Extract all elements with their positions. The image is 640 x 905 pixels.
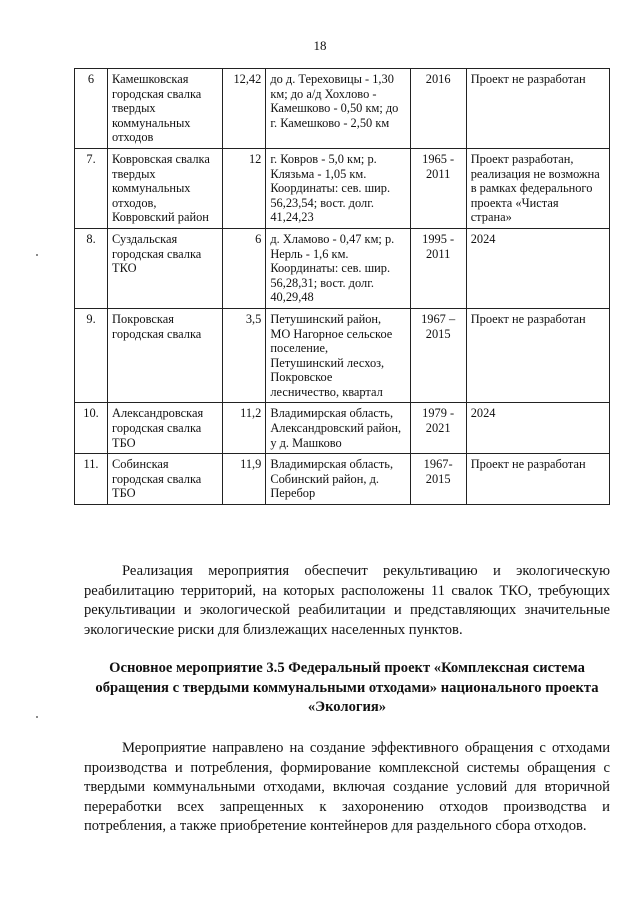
landfill-area-cell: [223, 69, 266, 149]
landfill-years-cell: [410, 148, 466, 228]
landfill-area: 12: [248, 151, 262, 166]
scan-mark: [36, 716, 38, 718]
row-number: 11.: [83, 457, 99, 472]
project-status-cell: [466, 228, 609, 308]
page-number: 18: [313, 38, 327, 53]
landfill-name: Александровская городская свалка ТБО: [112, 406, 204, 450]
table-row: [75, 148, 610, 228]
paragraph-description: Мероприятие направлено на создание эффективного обращения с отходами производства и потребления, формирование комплексной системы обращения с твердыми коммунальными отходами, включая создание условий для вторичной переработки всех запрещенных к захоронению отходов производства и потребления, а также приобретение контейнеров для раздельного сбора отходов.: [84, 740, 610, 835]
table-row: [75, 454, 610, 505]
landfill-area: 3,5: [245, 311, 262, 326]
project-status: 2024: [470, 406, 496, 421]
row-number-cell: [75, 228, 108, 308]
landfill-name-cell: [108, 69, 223, 149]
row-number: 7.: [86, 151, 96, 166]
landfill-area: 12,42: [233, 72, 262, 86]
landfill-years: 1995 - 2011: [422, 231, 455, 261]
landfill-location: до д. Тереховицы - 1,30 км; до а/д Хохлово - Камешково - 0,50 км; до г. Камешково - 2,50 км: [270, 72, 399, 130]
paragraph-implementation: Реализация мероприятия обеспечит рекультивацию и экологическую реабилитацию территорий, на которых расположены 11 свалок ТКО, требующих рекультивации и экологической реабилитации и представляющих значительные экологические риски для близлежащих населенных пунктов.: [84, 563, 610, 638]
row-number-cell: [75, 69, 108, 149]
landfill-table-body: [75, 69, 610, 505]
row-number: 6: [87, 72, 95, 86]
landfill-table: [74, 68, 610, 505]
landfill-location-cell: [266, 454, 410, 505]
project-status-cell: [466, 308, 609, 403]
row-number-cell: [75, 454, 108, 505]
landfill-location-cell: [266, 148, 410, 228]
landfill-location-cell: [266, 228, 410, 308]
landfill-name: Камешковская городская свалка твердых коммунальных отходов: [112, 72, 202, 145]
landfill-name-cell: [108, 228, 223, 308]
landfill-name: Ковровская свалка твердых коммунальных отходов, Ковровский район: [112, 151, 210, 225]
landfill-area-cell: [223, 148, 266, 228]
landfill-location: Петушинский район, МО Нагорное сельское поселение, Петушинский лесхоз, Покровское лесничество, квартал: [270, 311, 393, 399]
landfill-location-cell: [266, 69, 410, 149]
landfill-location: г. Ковров - 5,0 км; р. Клязьма - 1,05 км. Координаты: сев. шир. 56,23,54; вост. долг. 41,24,23: [270, 151, 391, 225]
project-status: Проект разработан, реализация не возможна в рамках федерального проекта «Чистая страна»: [470, 151, 600, 225]
row-number-cell: [75, 148, 108, 228]
section-heading: Основное мероприятие 3.5 Федеральный проект «Комплексная система обращения с твердыми коммунальными отходами» национального проекта «Экология»: [95, 660, 599, 716]
table-row: [75, 228, 610, 308]
landfill-years: 1967 – 2015: [421, 311, 456, 341]
landfill-years-cell: [410, 403, 466, 454]
row-number-cell: [75, 308, 108, 403]
landfill-name-cell: [108, 148, 223, 228]
landfill-area: 6: [255, 231, 262, 246]
landfill-years: 1965 - 2011: [422, 151, 455, 181]
row-number: 9.: [86, 311, 96, 326]
landfill-name-cell: [108, 308, 223, 403]
landfill-years-cell: [410, 228, 466, 308]
landfill-name: Собинская городская свалка ТБО: [112, 457, 202, 501]
landfill-location-cell: [266, 403, 410, 454]
table-row: [75, 69, 610, 149]
landfill-years-cell: [410, 308, 466, 403]
landfill-name: Суздальская городская свалка ТКО: [112, 231, 202, 276]
landfill-years: 2016: [425, 72, 451, 86]
project-status: 2024: [470, 231, 496, 246]
landfill-years-cell: [410, 454, 466, 505]
landfill-area-cell: [223, 403, 266, 454]
landfill-years: 1967- 2015: [423, 457, 453, 486]
landfill-area: 11,9: [240, 457, 262, 472]
landfill-years: 1979 - 2021: [422, 406, 455, 436]
landfill-location: Владимирская область, Собинский район, д. Перебор: [270, 457, 394, 501]
table-row: [75, 403, 610, 454]
table-row: [75, 308, 610, 403]
landfill-area-cell: [223, 228, 266, 308]
landfill-name-cell: [108, 454, 223, 505]
project-status-cell: [466, 403, 609, 454]
project-status: Проект не разработан: [470, 457, 586, 472]
landfill-area: 11,2: [240, 406, 262, 421]
landfill-location: Владимирская область, Александровский район, у д. Машково: [270, 406, 402, 450]
row-number: 8.: [86, 231, 96, 246]
row-number-cell: [75, 403, 108, 454]
landfill-location: д. Хламово - 0,47 км; р. Нерль - 1,6 км. Координаты: сев. шир. 56,28,31; вост. долг. 40,29,48: [270, 231, 395, 305]
project-status-cell: [466, 454, 609, 505]
row-number: 10.: [83, 406, 99, 421]
landfill-name-cell: [108, 403, 223, 454]
project-status: Проект не разработан: [470, 72, 586, 86]
project-status-cell: [466, 69, 609, 149]
landfill-area-cell: [223, 454, 266, 505]
scan-mark: [36, 254, 38, 256]
project-status-cell: [466, 148, 609, 228]
landfill-years-cell: [410, 69, 466, 149]
landfill-location-cell: [266, 308, 410, 403]
landfill-name: Покровская городская свалка: [112, 311, 202, 341]
landfill-area-cell: [223, 308, 266, 403]
project-status: Проект не разработан: [470, 311, 586, 326]
